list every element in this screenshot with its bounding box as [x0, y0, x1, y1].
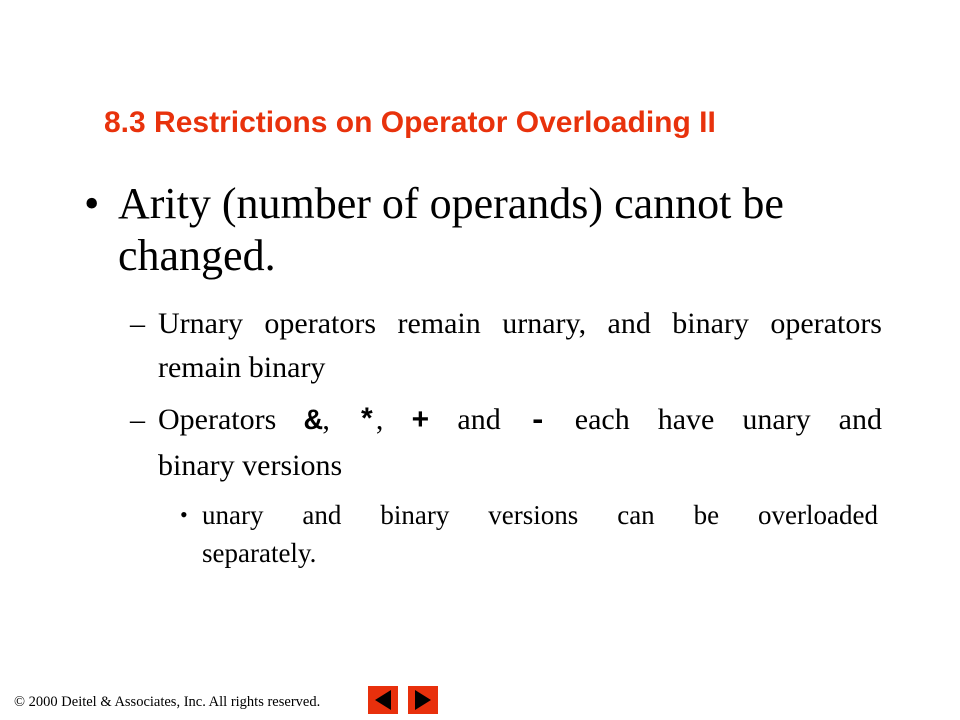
sub-bullet-operators [130, 398, 882, 488]
separator: , [322, 403, 358, 436]
operators-suffix-line2: binary versions [158, 449, 343, 482]
copyright-footer [14, 694, 320, 711]
bullet-arity-text: Arity (number of operands) cannot be changed. [118, 179, 784, 280]
operator-plus: + [411, 405, 430, 439]
sub-bullet-unary-text: Urnary operators remain urnary, and binary operators remain binary [158, 307, 882, 384]
operator-asterisk: * [357, 405, 376, 439]
sub-sub-bullet-separately [180, 496, 878, 572]
operators-prefix: Operators [158, 403, 305, 436]
separator: , [375, 403, 412, 436]
slide-title: 8.3 Restrictions on Operator Overloading II [104, 106, 716, 139]
bullet-arity [84, 178, 864, 282]
copyright-text: 2000 Deitel & Associates, Inc. All rights reserved. [25, 694, 321, 710]
copyright-symbol: © [14, 694, 26, 710]
operator-ampersand: & [304, 405, 323, 439]
sub-sub-bullet-line1: unary and binary versions can be overloaded [202, 500, 878, 530]
dash-mark: – [130, 403, 145, 436]
bullet-mark: • [180, 502, 188, 527]
dash-mark: – [130, 307, 145, 340]
next-slide-button[interactable] [408, 686, 438, 714]
operators-suffix: each have unary and [546, 403, 882, 436]
right-arrow-icon [408, 686, 438, 714]
operator-minus: - [528, 405, 547, 439]
previous-slide-button[interactable] [368, 686, 398, 714]
sub-bullet-unary [130, 302, 882, 390]
sub-bullet-operators-text [158, 398, 882, 488]
separator-and: and [429, 403, 529, 436]
left-arrow-icon [368, 686, 398, 714]
sub-sub-bullet-line2: separately. [202, 538, 317, 568]
bullet-mark: • [84, 179, 100, 228]
